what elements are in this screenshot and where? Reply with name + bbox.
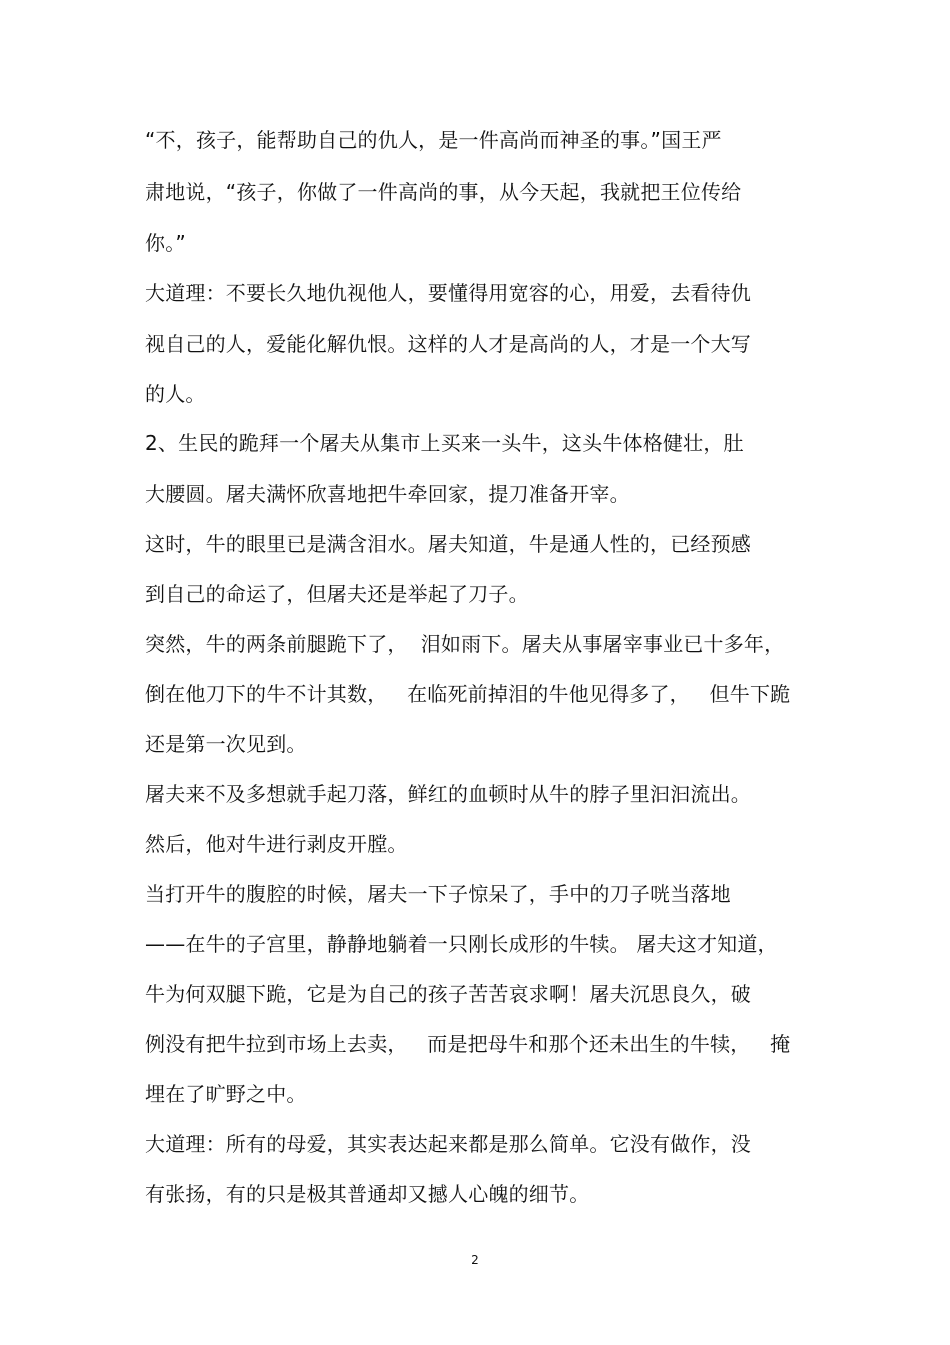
text-line: 埋在了旷野之中。 — [145, 1082, 307, 1106]
text-line: 牛为何双腿下跪，它是为自己的孩子苦苦哀求啊！屠夫沉思良久，破 — [145, 982, 751, 1006]
text-line: 例没有把牛拉到市场上去卖， 而是把母牛和那个还未出生的牛犊， 掩 — [145, 1032, 791, 1056]
moral-line: 大道理：不要长久地仇视他人，要懂得用宽容的心，用爱，去看待仇 — [145, 281, 751, 305]
text-line: 突然，牛的两条前腿跪下了， 泪如雨下。屠夫从事屠宰事业已十多年， — [145, 632, 785, 656]
text-line: 然后，他对牛进行剥皮开膛。 — [145, 832, 408, 856]
text-line: 这时，牛的眼里已是满含泪水。屠夫知道，牛是通人性的，已经预感 — [145, 532, 751, 556]
moral-line: 大道理：所有的母爱，其实表达起来都是那么简单。它没有做作，没 — [145, 1132, 751, 1156]
text-line: 倒在他刀下的牛不计其数， 在临死前掉泪的牛他见得多了， 但牛下跪 — [145, 682, 791, 706]
text-line: ——在牛的子宫里，静静地躺着一只刚长成形的牛犊。 屠夫这才知道， — [145, 932, 778, 956]
text-line: 大腰圆。屠夫满怀欣喜地把牛牵回家，提刀准备开宰。 — [145, 482, 630, 506]
text-line: 屠夫来不及多想就手起刀落，鲜红的血顿时从牛的脖子里汩汩流出。 — [145, 782, 751, 806]
text-line: 你。” — [145, 231, 186, 255]
text-line: 肃地说，“孩子，你做了一件高尚的事，从今天起，我就把王位传给 — [145, 180, 742, 204]
text-line: 有张扬，有的只是极其普通却又撼人心魄的细节。 — [145, 1182, 590, 1206]
page-number: 2 — [471, 1253, 479, 1267]
text-line: 当打开牛的腹腔的时候，屠夫一下子惊呆了，手中的刀子咣当落地 — [145, 882, 731, 906]
story-heading-line: 2、生民的跪拜一个屠夫从集市上买来一头牛，这头牛体格健壮，肚 — [145, 431, 744, 455]
text-line: 的人。 — [145, 382, 206, 406]
text-line: “不，孩子，能帮助自己的仇人，是一件高尚而神圣的事。”国王严 — [145, 128, 722, 152]
text-line: 到自己的命运了，但屠夫还是举起了刀子。 — [145, 582, 529, 606]
text-line: 还是第一次见到。 — [145, 732, 307, 756]
text-line: 视自己的人，爱能化解仇恨。这样的人才是高尚的人，才是一个大写 — [145, 332, 751, 356]
